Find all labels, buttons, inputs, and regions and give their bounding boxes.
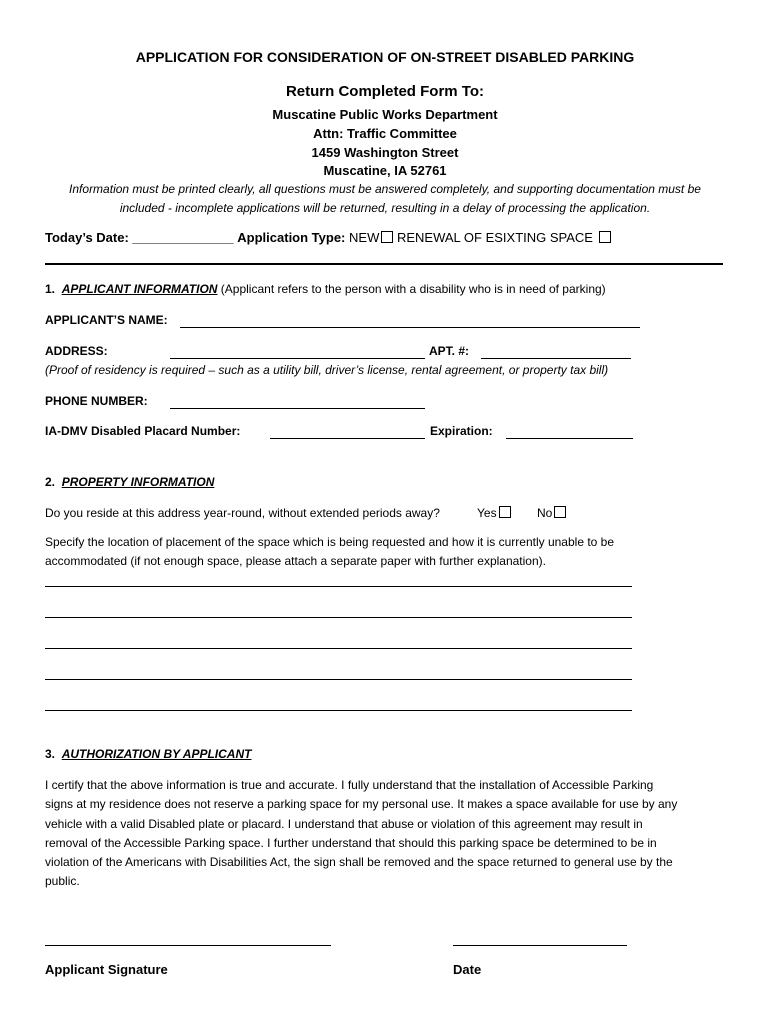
explanation-line[interactable]	[45, 679, 632, 680]
address-label: ADDRESS:	[45, 344, 108, 358]
placard-field[interactable]	[270, 438, 425, 439]
attention-line: Attn: Traffic Committee	[313, 126, 457, 141]
authorization-line: public.	[45, 874, 80, 889]
authorization-text	[45, 776, 745, 892]
date-type-row	[45, 230, 611, 245]
return-to-heading: Return Completed Form To:	[285, 83, 485, 100]
apt-label: APT. #:	[429, 344, 470, 358]
authorization-line: removal of the Accessible Parking space. I further understand that should this parking space be determined to be in	[45, 835, 657, 850]
todays-date-blank[interactable]: ______________	[132, 230, 234, 245]
explanation-line[interactable]	[45, 710, 632, 711]
department-name: Muscatine Public Works Department	[272, 107, 498, 122]
authorization-line: violation of the Americans with Disabilities Act, the sign shall be removed and the space returned to general use by the	[45, 855, 673, 870]
explanation-line[interactable]	[45, 648, 632, 649]
section2-number: 2.	[45, 475, 56, 489]
street-address: 1459 Washington Street	[311, 145, 459, 160]
signature-date-field[interactable]	[453, 945, 627, 946]
section2-heading: PROPERTY INFORMATION	[61, 475, 215, 489]
specify-line-2: accommodated (if not enough space, please attach a separate paper with further explanation).	[45, 554, 546, 568]
date-label: Date	[453, 962, 482, 977]
expiration-label: Expiration:	[430, 424, 493, 438]
no-label: No	[537, 506, 553, 520]
renewal-checkbox[interactable]	[599, 231, 611, 243]
no-option	[537, 506, 566, 520]
new-checkbox[interactable]	[381, 231, 393, 243]
apt-field[interactable]	[481, 358, 631, 359]
specify-line-1: Specify the location of placement of the space which is being requested and how it is currently unable to be	[45, 535, 615, 549]
expiration-field[interactable]	[506, 438, 633, 439]
section-divider	[45, 263, 723, 265]
instructions-line-1: Information must be printed clearly, all questions must be answered completely, and supporting documentation must be	[69, 182, 701, 196]
authorization-line: signs at my residence does not reserve a parking space for my personal use. It makes a space available for use by any	[45, 797, 678, 812]
yes-label: Yes	[477, 506, 497, 520]
section3-number: 3.	[45, 747, 56, 761]
address-field[interactable]	[170, 358, 425, 359]
signature-field[interactable]	[45, 945, 331, 946]
authorization-line: vehicle with a valid Disabled plate or placard. I understand that abuse or violation of this agreement may result in	[45, 816, 643, 831]
section1-note: (Applicant refers to the person with a disability who is in need of parking)	[220, 282, 606, 296]
section1-number: 1.	[45, 282, 56, 296]
authorization-line: I certify that the above information is true and accurate. I fully understand that the installation of Accessible Parking	[45, 778, 654, 792]
city-address: Muscatine, IA 52761	[323, 163, 447, 178]
section1-heading: APPLICANT INFORMATION	[61, 282, 218, 296]
placard-label: IA-DMV Disabled Placard Number:	[45, 424, 241, 438]
form-title: APPLICATION FOR CONSIDERATION OF ON-STREET DISABLED PARKING	[135, 49, 635, 65]
todays-date-label: Today’s Date:	[45, 230, 129, 245]
explanation-line[interactable]	[45, 586, 632, 587]
phone-field[interactable]	[170, 408, 425, 409]
applicant-name-label: APPLICANT’S NAME:	[45, 313, 168, 327]
instructions-line-2: included - incomplete applications will be returned, resulting in a delay of processing the application.	[119, 201, 651, 215]
section3-header	[45, 747, 251, 761]
explanation-line[interactable]	[45, 617, 632, 618]
phone-label: PHONE NUMBER:	[45, 394, 148, 408]
section3-heading: AUTHORIZATION BY APPLICANT	[61, 747, 252, 761]
applicant-name-field[interactable]	[180, 327, 640, 328]
residence-question: Do you reside at this address year-round, without extended periods away?	[45, 506, 440, 520]
yes-checkbox[interactable]	[499, 506, 511, 518]
new-option-label: NEW	[349, 230, 380, 245]
yes-option	[477, 506, 511, 520]
application-type-label: Application Type:	[237, 230, 346, 245]
residency-note: (Proof of residency is required – such as a utility bill, driver’s license, rental agreement, or property tax bill)	[45, 363, 609, 377]
applicant-signature-label: Applicant Signature	[45, 962, 168, 977]
section2-header	[45, 475, 214, 489]
no-checkbox[interactable]	[554, 506, 566, 518]
renewal-option-label: RENEWAL OF ESIXTING SPACE	[396, 230, 593, 245]
section1-header	[45, 282, 606, 296]
